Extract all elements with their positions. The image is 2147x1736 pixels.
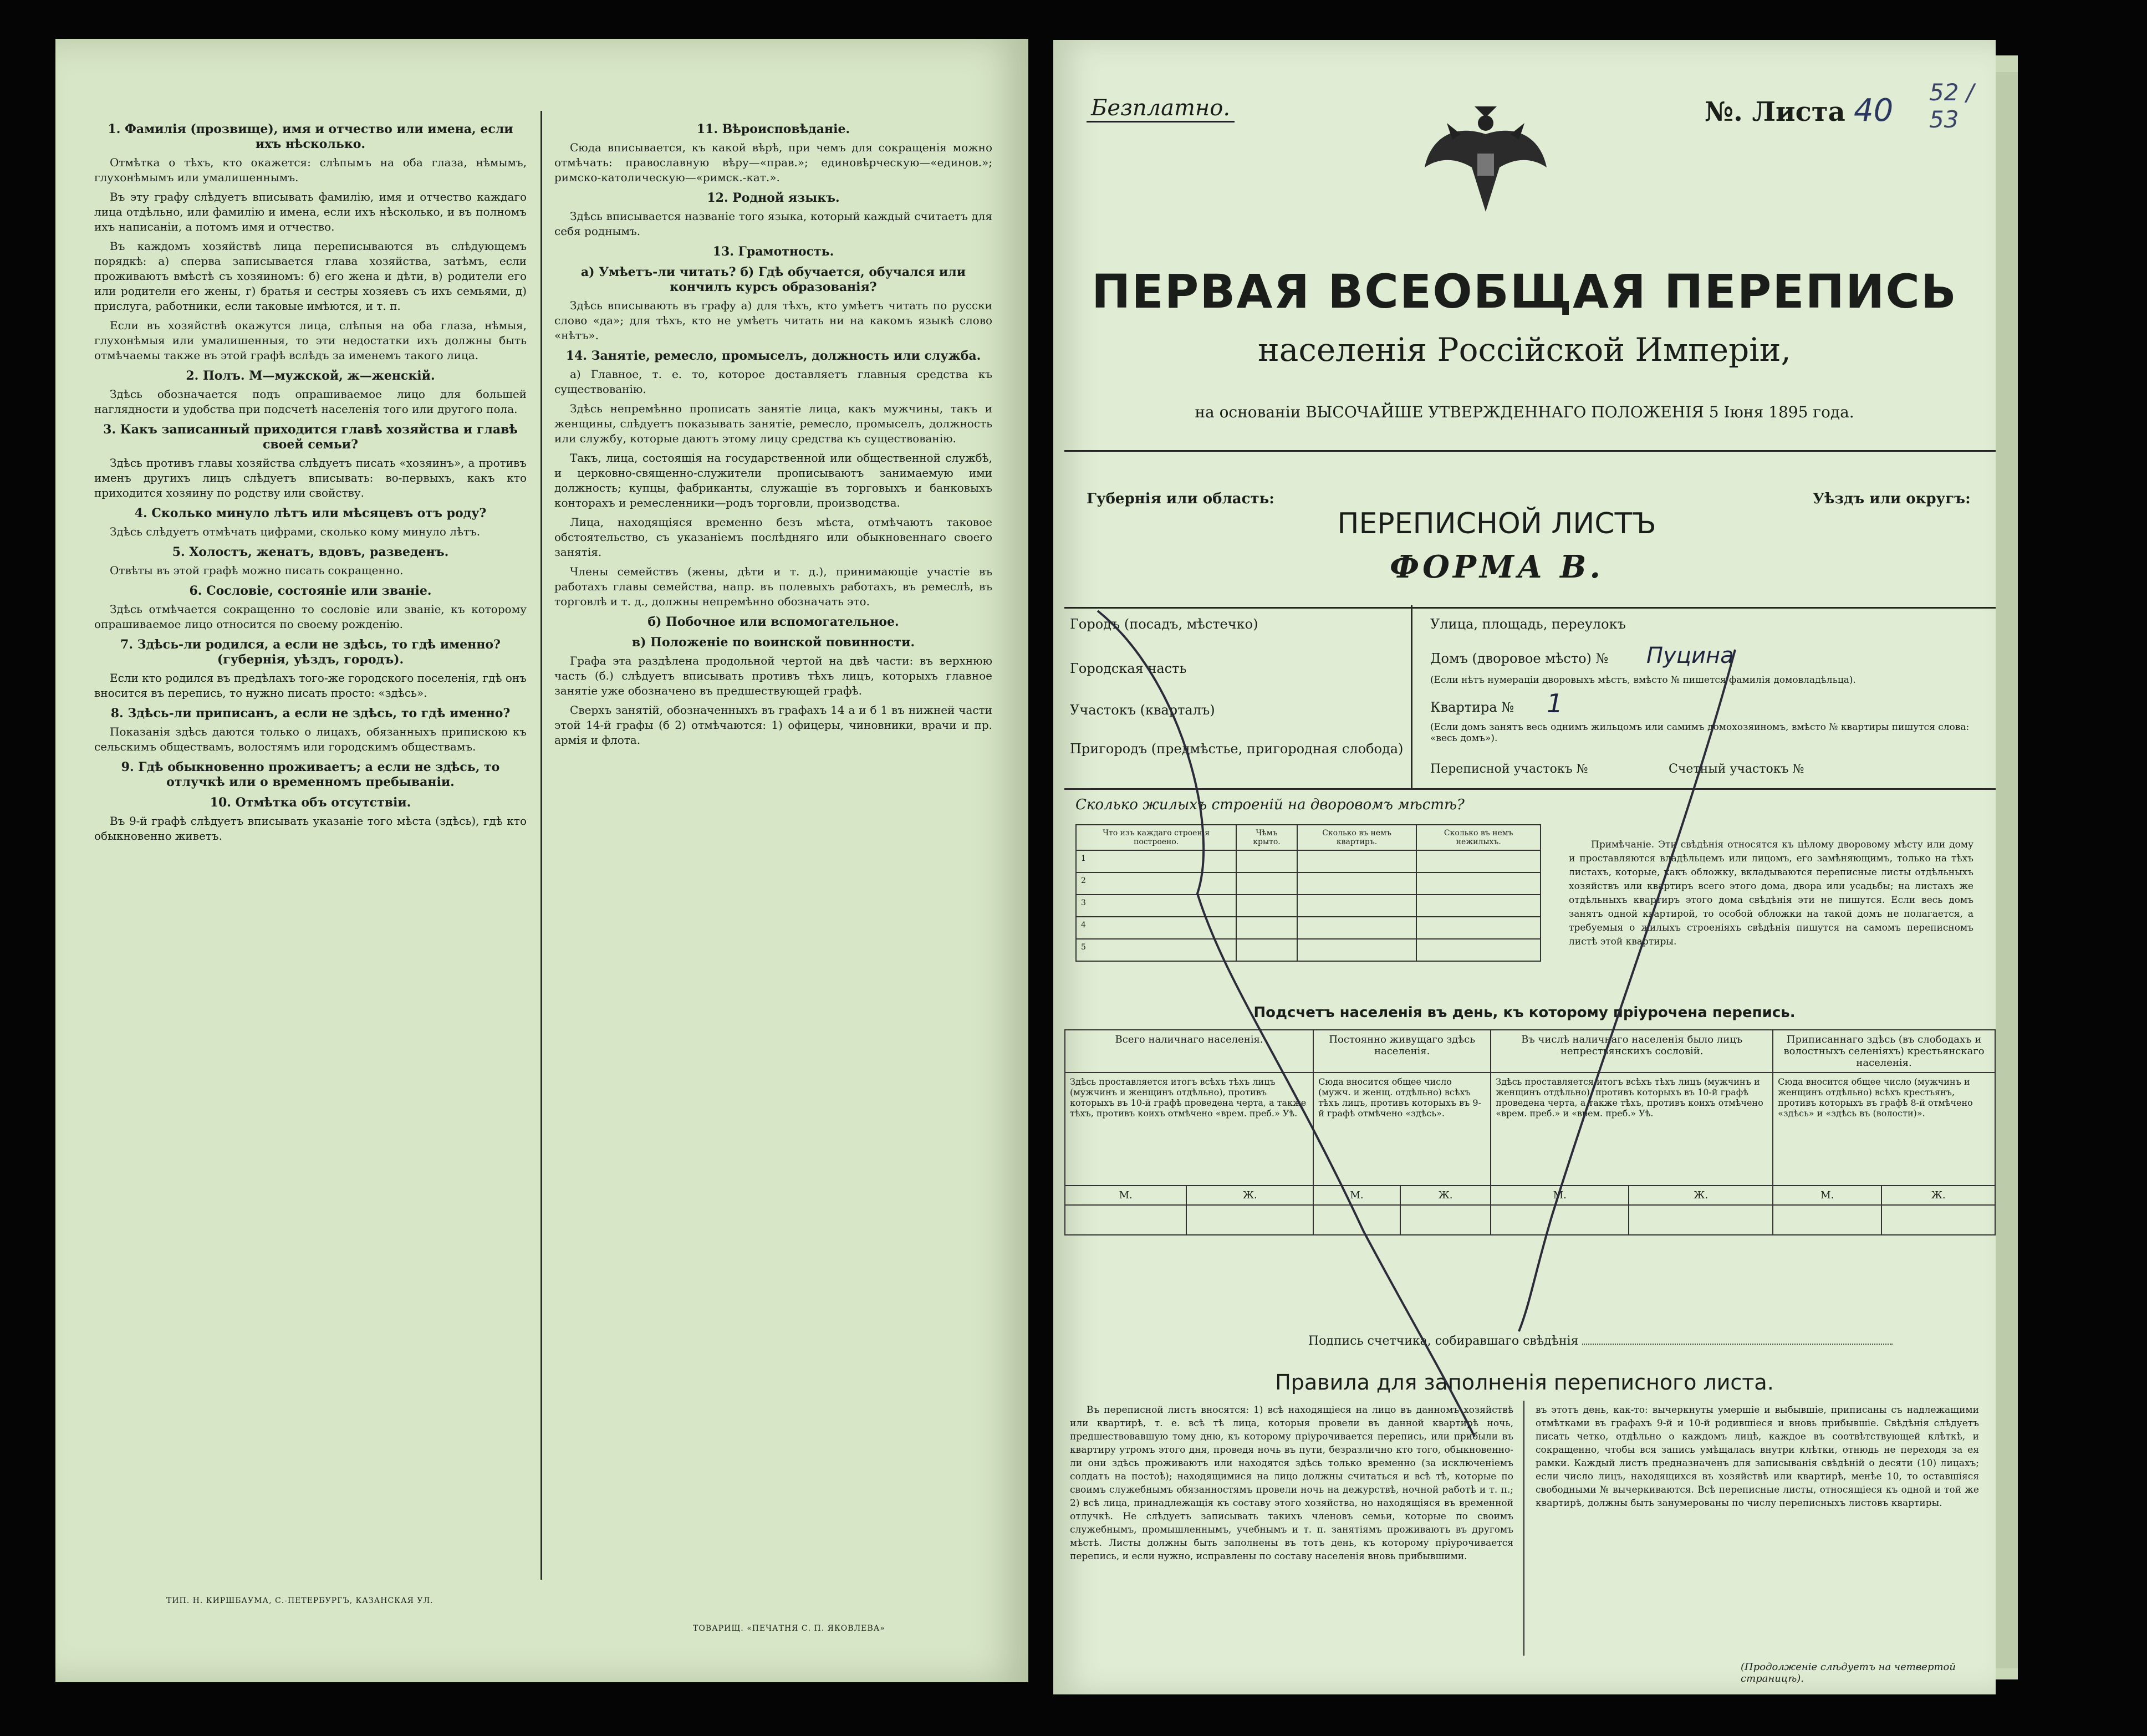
paragraph: Отвѣты въ этой графѣ можно писать сокращенно. [110, 564, 404, 577]
right-page [1053, 40, 1996, 1694]
count-description: Сюда вносится общее число (мужчинъ и женщинъ отдѣльно) всѣхъ крестьянъ, противъ которыхъ въ графѣ 8-й отмѣчено «здѣсь» и «здѣсь въ (волости)». [1773, 1073, 1995, 1186]
sheet-title: ПЕРЕПИСНОЙ ЛИСТЪ [1337, 507, 1656, 540]
continued-note: (Продолженіе слѣдуетъ на четвертой страницѣ). [1741, 1661, 1956, 1684]
paragraph: Члены семействъ (жены, дѣти и т. д.), принимающіе участіе въ работахъ главы семейства, напр. въ полевыхъ работахъ, въ ремеслѣ, въ торговлѣ и т. д., должны непремѣнно обозначать это. [554, 565, 992, 608]
left-page [55, 39, 1028, 1682]
section-heading: а) Умѣетъ-ли читать? б) Гдѣ обучается, обучался или кончилъ курсъ образованія? [580, 265, 966, 294]
sex-column-label: М. [1065, 1186, 1186, 1205]
form-label: ФОРМА В. [1390, 549, 1604, 585]
field-prigorod: Пригородъ (предмѣстье, пригородная слобода) [1070, 741, 1404, 757]
section-heading: 9. Гдѣ обыкновенно проживаетъ; а если не здѣсь, то отлучкѣ или о временномъ пребываніи. [121, 760, 500, 789]
section-heading: 10. Отмѣтка объ отсутствіи. [210, 795, 411, 810]
section-heading: в) Положеніе по воинской повинности. [631, 635, 915, 650]
pen-stroke [1053, 40, 1996, 1694]
uezd-label: Уѣздъ или округъ: [1813, 491, 1971, 507]
paragraph: Въ 9-й графѣ слѣдуетъ вписывать указаніе того мѣста (здѣсь), гдѣ кто обыкновенно живетъ. [94, 814, 527, 843]
census-title: ПЕРВАЯ ВСЕОБЩАЯ ПЕРЕПИСЬ [1092, 264, 1957, 319]
count-title: Подсчетъ населенія въ день, къ которому пріурочена перепись. [1253, 1004, 1796, 1021]
count-header: Въ числѣ наличнаго населенія было лицъ непрестьянскихъ сословій. [1491, 1030, 1773, 1073]
paragraph: Въ эту графу слѣдуетъ вписывать фамилію, имя и отчество каждаго лица отдѣльно, или фамилію и имена, если ихъ нѣсколько, и въ полномъ ихъ написаніи, а потомъ имя и отчество. [94, 190, 527, 233]
flat-handwritten: 1 [1547, 688, 1563, 718]
sex-column-label: М. [1491, 1186, 1629, 1205]
guberniya-label: Губернія или область: [1087, 491, 1274, 507]
section-heading: 11. Вѣроисповѣданіе. [696, 122, 850, 136]
paragraph: Сюда вписывается, къ какой вѣрѣ, при чемъ для сокращенія можно отмѣчать: православную вѣру—«прав.»; единовѣрческую—«единов.»; римско-католическую—«римск.-кат.». [554, 141, 992, 184]
sex-column-label: Ж. [1400, 1186, 1491, 1205]
census-basis: на основаніи ВЫСОЧАЙШЕ УТВЕРЖДЕННАГО ПОЛОЖЕНІЯ 5 Іюня 1895 года. [1195, 403, 1854, 421]
paragraph: Въ каждомъ хозяйствѣ лица переписываются въ слѣдующемъ порядкѣ: а) сперва записывается глава хозяйства, затѣмъ, если проживаютъ вмѣстѣ съ хозяиномъ: б) его жена и дѣти, в) родители его или родители его жены, г) братья и сестры хозяевъ съ ихъ семьями, д) прислуга, работники, если таковые имѣются, и т. п. [94, 239, 527, 313]
row-number: 1 [1076, 850, 1236, 872]
field-uchastok: Участокъ (кварталъ) [1070, 702, 1215, 718]
field-schetny-uchastok: Счетный участокъ № [1669, 762, 1804, 776]
buildings-header: Сколько въ немъ квартиръ. [1297, 825, 1417, 850]
column-divider [540, 111, 542, 1580]
paragraph: а) Главное, т. е. то, которое доставляетъ главныя средства къ существованію. [554, 367, 992, 396]
section-heading: 5. Холостъ, женатъ, вдовъ, разведенъ. [172, 545, 449, 559]
section-heading: 7. Здѣсь-ли родился, а если не здѣсь, то гдѣ именно? (губернія, уѣздъ, городъ). [120, 637, 501, 667]
section-heading: 8. Здѣсь-ли приписанъ, а если не здѣсь, то гдѣ именно? [110, 706, 511, 721]
field-kvartira: Квартира № [1430, 699, 1514, 715]
rules-title: Правила для заполненія переписного листа. [1275, 1370, 1774, 1395]
section-heading: 13. Грамотность. [712, 244, 834, 259]
count-header: Постоянно живущаго здѣсь населенія. [1313, 1030, 1491, 1073]
paragraph: Такъ, лица, состоящія на государственной или общественной службѣ, и церковно-священно-служители прописываютъ занимаемую ими должность; купцы, фабриканты, служащіе въ торговыхъ и банковыхъ конторахъ и ремесленники—родъ торговли, производства. [554, 451, 992, 509]
rules-column-2: въ этотъ день, как-то: вычеркнуты умершіе и выбывшіе, приписаны съ надлежащими отмѣтками въ графахъ 9-й и 10-й родившіеся и вновь прибывшіе. Свѣдѣнія слѣдуетъ писать четко, отдѣльно о каждомъ лицѣ, каждое въ соотвѣтствующей клѣткѣ, и сокращенно, чтобы вся запись умѣщалась внутри клѣтки, отнюдь не переходя за ея рамки. Каждый листъ предназначенъ для записыванія свѣдѣній о десяти (10) лицахъ; если число лицъ, находящихся въ хозяйствѣ или квартирѣ, менѣе 10, то оставшіяся свободными № вычеркиваются. Всѣ переписные листы, относящіеся къ одной и той же квартирѣ, должны быть занумерованы по числу переписныхъ листовъ квартиры. [1536, 1405, 1979, 1509]
section-heading: 4. Сколько минуло лѣтъ или мѣсяцевъ отъ роду? [134, 506, 487, 520]
field-ulitsa: Улица, площадь, переулокъ [1430, 616, 1626, 632]
section-heading: 2. Полъ. М—мужской, ж—женскій. [186, 369, 435, 383]
census-subtitle: населенія Россійской Имперіи, [1258, 331, 1791, 369]
section-heading: 12. Родной языкъ. [707, 191, 840, 205]
field-perepisnoy-uchastok: Переписной участокъ № [1430, 762, 1588, 776]
signature-label: Подпись счетчика, собиравшаго свѣдѣнія [1308, 1334, 1579, 1348]
section-heading: 14. Занятіе, ремесло, промыселъ, должность или служба. [565, 349, 981, 363]
sheet-number-label: №. Листа [1705, 96, 1845, 127]
paragraph: Здѣсь слѣдуетъ отмѣчать цифрами, сколько кому минуло лѣтъ. [110, 525, 481, 538]
field-dom: Домъ (дворовое мѣсто) № [1430, 651, 1609, 666]
row-number: 2 [1076, 872, 1236, 895]
left-column-2 [554, 116, 992, 752]
printer-imprint: ТОВАРИЩ. «ПЕЧАТНЯ С. П. ЯКОВЛЕВА» [693, 1624, 885, 1633]
note-text: Примѣчаніе. Эти свѣдѣнія относятся къ цѣлому дворовому мѣсту или дому и проставляются владѣльцемъ или лицомъ, его замѣняющимъ, только на тѣхъ листахъ, которые, какъ обложку, вкладываются переписные листы отдѣльныхъ хозяйствъ или квартиръ всего этого дома, двора или усадьбы; на листахъ же отдѣльныхъ квартиръ этого дома свѣдѣнія эти не пишутся. Если весь домъ занятъ одной квартирой, то особой обложки на такой домъ не полагается, а требуемыя о жилыхъ строеніяхъ свѣдѣнія пишутся на самомъ переписномъ листѣ этой квартиры. [1569, 839, 1973, 947]
sex-column-label: Ж. [1629, 1186, 1773, 1205]
free-label: Безплатно. [1087, 95, 1235, 122]
paragraph: Отмѣтка о тѣхъ, кто окажется: слѣпымъ на оба глаза, нѣмымъ, глухонѣмымъ или умалишеннымъ. [94, 156, 527, 184]
field-gorod: Городъ (посадъ, мѣстечко) [1070, 616, 1258, 632]
buildings-question: Сколько жилыхъ строеній на дворовомъ мѣстѣ? [1075, 796, 1465, 813]
sex-column-label: Ж. [1186, 1186, 1313, 1205]
paragraph: Если кто родился въ предѣлахъ того-же городского поселенія, гдѣ онъ вносится въ перепись, то нужно писать просто: «здѣсь». [94, 671, 527, 699]
sex-column-label: Ж. [1881, 1186, 1995, 1205]
buildings-header: Чѣмъ крыто. [1236, 825, 1297, 850]
paragraph: Показанія здѣсь даются только о лицахъ, обязанныхъ припискою къ сельскимъ обществамъ, волостямъ или городскимъ обществамъ. [94, 725, 527, 753]
sheet-number-value: 40 [1853, 93, 1894, 129]
sex-column-label: М. [1313, 1186, 1400, 1205]
paragraph: Если въ хозяйствѣ окажутся лица, слѣпыя на оба глаза, нѣмыя, глухонѣмыя или умалишенныя, то эти недостатки ихъ должны быть отмѣчаемы также въ этой графѣ вслѣдъ за именемъ такого лица. [94, 319, 527, 362]
row-number: 3 [1076, 895, 1236, 917]
house-handwritten: Пуцина [1646, 643, 1734, 668]
buildings-header: Что изъ каждаго строенія построено. [1076, 825, 1236, 850]
count-description: Здѣсь проставляется итогъ всѣхъ тѣхъ лицъ (мужчинъ и женщинъ отдѣльно), противъ которыхъ въ 10-й графѣ проведена черта, а также тѣхъ, противъ коихъ отмѣчено «врем. преб.» Уѣ. [1065, 1073, 1313, 1186]
count-header: Всего наличнаго населенія. [1065, 1030, 1313, 1073]
section-heading: 3. Какъ записанный приходится главѣ хозяйства и главѣ своей семьи? [103, 422, 518, 452]
left-column-1 [94, 116, 527, 848]
row-number: 4 [1076, 917, 1236, 939]
field-dom-note: (Если нѣтъ нумераціи дворовыхъ мѣстъ, вмѣсто № пишется фамилія домовладѣльца). [1430, 675, 1856, 686]
paragraph: Здѣсь вписывають въ графу а) для тѣхъ, кто умѣетъ читать по русски слово «да»; для тѣхъ, кто не умѣетъ читать ни на какомъ языкѣ слово «нѣтъ». [554, 299, 992, 342]
sheet-number-correction: 52 / 53 [1929, 79, 1974, 133]
paragraph: Графа эта раздѣлена продольной чертой на двѣ части: въ верхнюю часть (б.) слѣдуетъ вписывать противъ тѣхъ лицъ, которыхъ главное занятіе уже обозначено въ предшествующей графѣ. [554, 654, 992, 697]
section-heading: 1. Фамилія (прозвище), имя и отчество или имена, если ихъ нѣсколько. [108, 122, 513, 151]
field-gorodskaya-chast: Городская часть [1070, 661, 1187, 676]
paragraph: Здѣсь обозначается подъ опрашиваемое лицо для большей наглядности и удобства при подсчетѣ населенія того или другого пола. [94, 387, 527, 416]
field-kvartira-note: (Если домъ занятъ весь однимъ жильцомъ или самимъ домохозяиномъ, вмѣсто № квартиры пишутся слова: «весь домъ»). [1430, 722, 1970, 744]
paragraph: Здѣсь непремѣнно прописать занятіе лица, какъ мужчины, такъ и женщины, слѣдуетъ показывать занятіе, ремесло, промыселъ, должность или службу, которые даютъ этому лицу средства къ существованію. [554, 402, 992, 445]
paragraph: Здѣсь вписывается названіе того языка, который каждый считаетъ для себя роднымъ. [554, 210, 992, 238]
buildings-header: Сколько въ немъ нежилыхъ. [1416, 825, 1541, 850]
row-number: 5 [1076, 939, 1236, 961]
paragraph: Лица, находящіяся временно безъ мѣста, отмѣчаютъ таковое обстоятельство, съ указаніемъ послѣдняго или обыкновеннаго своего занятія. [554, 515, 992, 559]
count-description: Здѣсь проставляется итогъ всѣхъ тѣхъ лицъ (мужчинъ и женщинъ отдѣльно), противъ которыхъ въ 10-й графѣ проведена черта, а также тѣхъ, противъ коихъ отмѣчено «врем. преб.» и «врем. преб.» Уѣ. [1491, 1073, 1773, 1186]
count-description: Сюда вносится общее число (мужч. и женщ. отдѣльно) всѣхъ тѣхъ лицъ, противъ которыхъ въ 9-й графѣ отмѣчено «здѣсь». [1313, 1073, 1491, 1186]
count-header: Приписаннаго здѣсь (въ слободахъ и волостныхъ селеніяхъ) крестьянскаго населенія. [1773, 1030, 1995, 1073]
paragraph: Сверхъ занятій, обозначенныхъ въ графахъ 14 а и б 1 въ нижней части этой 14-й графы (б 2) отмѣчаются: 1) офицеры, чиновники, врачи и пр. армія и флота. [554, 703, 992, 747]
section-heading: б) Побочное или вспомогательное. [647, 615, 899, 629]
rules-column-1: Въ переписной листъ вносятся: 1) всѣ находящіеся на лицо въ данномъ хозяйствѣ или квартирѣ, т. е. всѣ тѣ лица, которыя провели въ данной квартирѣ ночь, предшествовавшую тому дню, къ которому пріурочивается перепись, или прибыли въ квартиру утромъ этого дня, проведя ночь въ пути, безразлично кто того, обыкновенно-ли они здѣсь проживаютъ или находятся здѣсь только временно (за исключеніемъ солдатъ на постоѣ); находящимися на лицо должны считаться и всѣ тѣ, которые по своимъ служебнымъ обязанностямъ провели ночь на дежурствѣ, ночной работѣ и т. п.; 2) всѣ лица, принадлежащія къ составу этого хозяйства, но находящіяся въ временной отлучкѣ. Не слѣдуетъ записывать такихъ членовъ семьи, которые по своимъ служебнымъ, промышленнымъ, учебнымъ и т. п. занятіямъ проживаютъ въ другомъ мѣстѣ. Листы должны быть заполнены въ тотъ день, къ которому пріурочивается перепись, и если нужно, исправлены по составу населенія вновь прибывшими. [1070, 1405, 1513, 1562]
sex-column-label: М. [1773, 1186, 1881, 1205]
paragraph: Здѣсь отмѣчается сокращенно то сословіе или званіе, къ которому опрашиваемое лицо относится по своему рожденію. [94, 603, 527, 631]
printer-imprint: ТИП. Н. КИРШБАУМА, С.-ПЕТЕРБУРГЪ, КАЗАНСКАЯ УЛ. [166, 1596, 434, 1605]
paragraph: Здѣсь противъ главы хозяйства слѣдуетъ писать «хозяинъ», а противъ именъ другихъ лицъ слѣдуетъ вписывать: во-первыхъ, какъ кто приходится хозяину по родству или свойству. [94, 456, 527, 499]
section-heading: 6. Сословіе, состояніе или званіе. [189, 584, 432, 598]
